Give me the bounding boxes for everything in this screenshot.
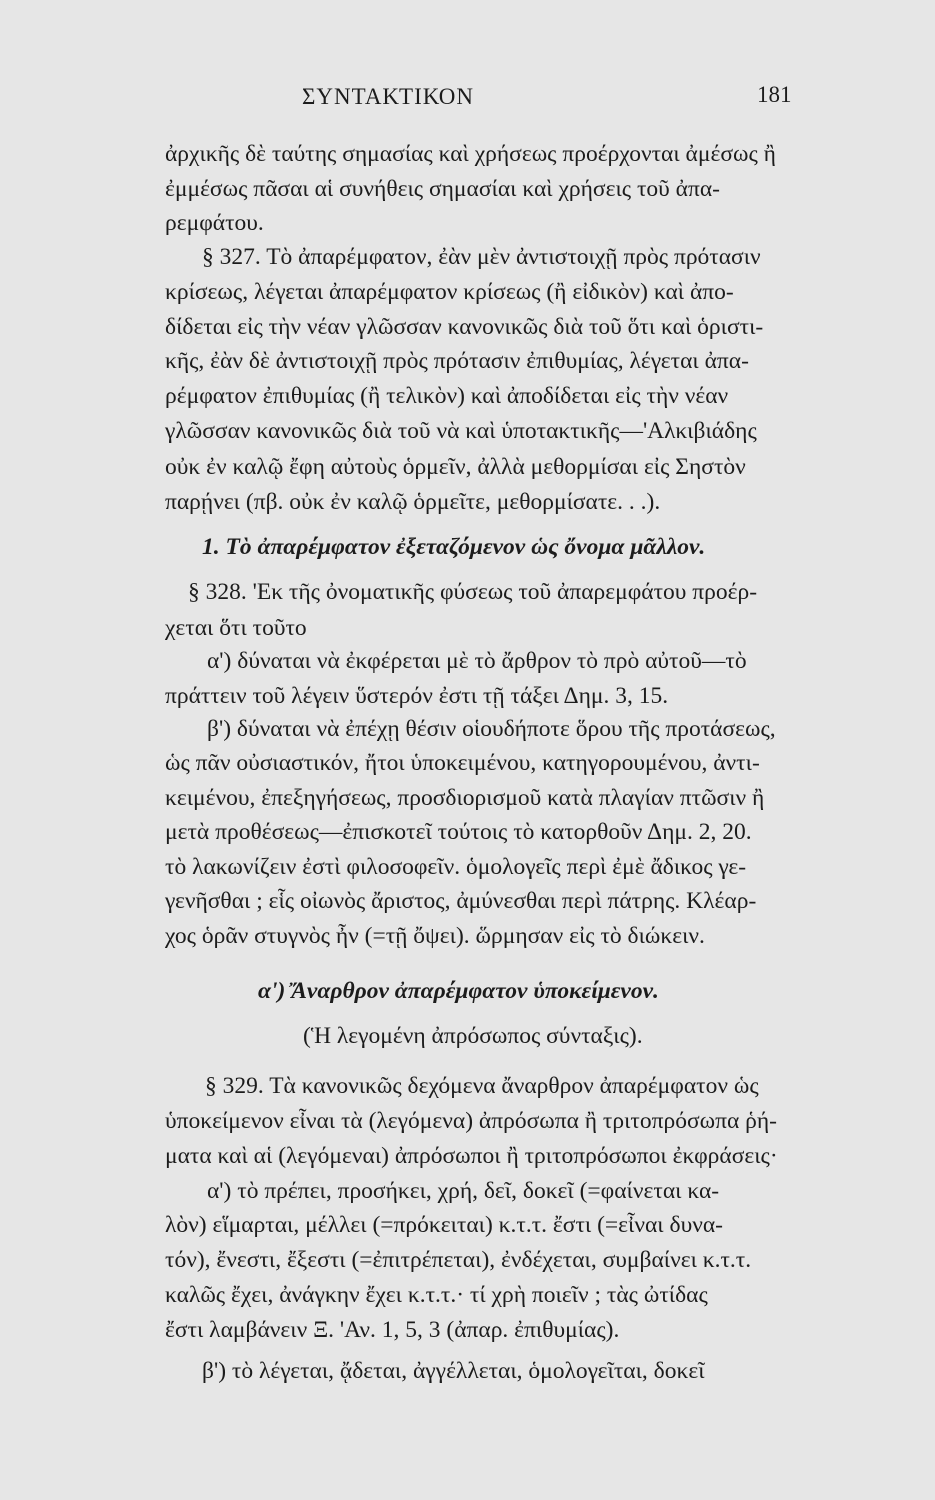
text-line: πράττειν τοῦ λέγειν ὕστερόν ἐστι τῇ τάξει Δημ. 3, 15. <box>165 683 669 709</box>
text-line: ἔστι λαμβάνειν Ξ. 'Αν. 1, 5, 3 (ἀπαρ. ἐπιθυμίας). <box>165 1317 620 1343</box>
text-line: ρεμφάτου. <box>165 210 264 236</box>
text-line: καλῶς ἔχει, ἀνάγκην ἔχει κ.τ.τ.· τί χρὴ ποιεῖν ; τὰς ὠτίδας <box>165 1282 708 1308</box>
text-line: τὸ λακωνίζειν ἐστὶ φιλοσοφεῖν. ὁμολογεῖς περὶ ἐμὲ ἄδικος γε- <box>165 854 747 880</box>
running-title: ΣΥΝΤΑΚΤΙΚΟΝ <box>302 84 474 109</box>
section-heading: 1. Τὸ ἀπαρέμφατον ἐξεταζόμενον ὡς ὄνομα μᾶλλον. <box>202 534 706 560</box>
text-line: δίδεται εἰς τὴν νέαν γλῶσσαν κανονικῶς διὰ τοῦ ὅτι καὶ ὁριστι- <box>165 314 764 340</box>
text-line: χεται ὅτι τοῦτο <box>165 615 307 641</box>
text-line: γενῆσθαι ; εἷς οἰωνὸς ἄριστος, ἀμύνεσθαι περὶ πάτρης. Κλέαρ- <box>165 888 757 914</box>
text-line: § 329. Τὰ κανονικῶς δεχόμενα ἄναρθρον ἀπαρέμφατον ὡς <box>205 1073 759 1099</box>
text-line: λὸν) εἵμαρται, μέλλει (=πρόκειται) κ.τ.τ. ἔστι (=εἶναι δυνα- <box>165 1212 723 1238</box>
text-line: β') δύναται νὰ ἐπέχῃ θέσιν οἱουδήποτε ὅρου τῆς προτάσεως, <box>207 716 776 742</box>
text-line: ρέμφατον ἐπιθυμίας (ἢ τελικὸν) καὶ ἀποδίδεται εἰς τὴν νέαν <box>165 383 729 409</box>
subsection-subtitle: (Ἡ λεγομένη ἀπρόσωπος σύνταξις). <box>303 1023 643 1049</box>
text-line: α') δύναται νὰ ἐκφέρεται μὲ τὸ ἄρθρον τὸ πρὸ αὐτοῦ—τὸ <box>207 648 747 674</box>
text-line: ὑποκείμενον εἶναι τὰ (λεγόμενα) ἀπρόσωπα ἢ τριτοπρόσωπα ῥή- <box>165 1108 777 1134</box>
text-line: μετὰ προθέσεως—ἐπισκοτεῖ τούτοις τὸ κατορθοῦν Δημ. 2, 20. <box>165 819 752 845</box>
text-line: κῆς, ἐὰν δὲ ἀντιστοιχῇ πρὸς πρότασιν ἐπιθυμίας, λέγεται ἀπα- <box>165 348 749 374</box>
text-line: β') τὸ λέγεται, ᾄδεται, ἀγγέλλεται, ὁμολογεῖται, δοκεῖ <box>202 1358 705 1384</box>
text-line: κειμένου, ἐπεξηγήσεως, προσδιορισμοῦ κατὰ πλαγίαν πτῶσιν ἢ <box>165 785 765 811</box>
text-line: τόν), ἔνεστι, ἔξεστι (=ἐπιτρέπεται), ἐνδέχεται, συμβαίνει κ.τ.τ. <box>165 1247 752 1273</box>
page-number: 181 <box>757 82 792 107</box>
text-line: § 328. 'Εκ τῆς ὀνοματικῆς φύσεως τοῦ ἀπαρεμφάτου προέρ- <box>188 579 758 605</box>
text-line: γλῶσσαν κανονικῶς διὰ τοῦ νὰ καὶ ὑποτακτικῆς—'Αλκιβιάδης <box>165 418 757 444</box>
text-line: ματα καὶ αἱ (λεγόμεναι) ἀπρόσωποι ἢ τριτοπρόσωποι ἐκφράσεις· <box>165 1143 778 1169</box>
text-line: κρίσεως, λέγεται ἀπαρέμφατον κρίσεως (ἢ εἰδικὸν) καὶ ἀπο- <box>165 279 734 305</box>
text-line: οὐκ ἐν καλῷ ἔφη αὐτοὺς ὁρμεῖν, ἀλλὰ μεθορμίσαι εἰς Σηστὸν <box>165 454 746 480</box>
text-line: ὡς πᾶν οὐσιαστικόν, ἤτοι ὑποκειμένου, κατηγορουμένου, ἀντι- <box>165 750 760 776</box>
text-line: παρῄνει (πβ. οὐκ ἐν καλῷ ὁρμεῖτε, μεθορμίσατε. . .). <box>165 489 661 515</box>
subsection-heading: α') Ἄναρθρον ἀπαρέμφατον ὑποκείμενον. <box>258 978 659 1004</box>
text-line: § 327. Τὸ ἀπαρέμφατον, ἐὰν μὲν ἀντιστοιχῇ πρὸς πρότασιν <box>202 244 761 270</box>
text-line: χος ὁρᾶν στυγνὸς ἦν (=τῇ ὄψει). ὥρμησαν εἰς τὸ διώκειν. <box>165 923 705 949</box>
text-line: ἀρχικῆς δὲ ταύτης σημασίας καὶ χρήσεως προέρχονται ἀμέσως ἢ <box>165 141 776 167</box>
text-line: ἐμμέσως πᾶσαι αἱ συνήθεις σημασίαι καὶ χρήσεις τοῦ ἀπα- <box>165 176 720 202</box>
text-line: α') τὸ πρέπει, προσήκει, χρή, δεῖ, δοκεῖ (=φαίνεται κα- <box>207 1178 720 1204</box>
